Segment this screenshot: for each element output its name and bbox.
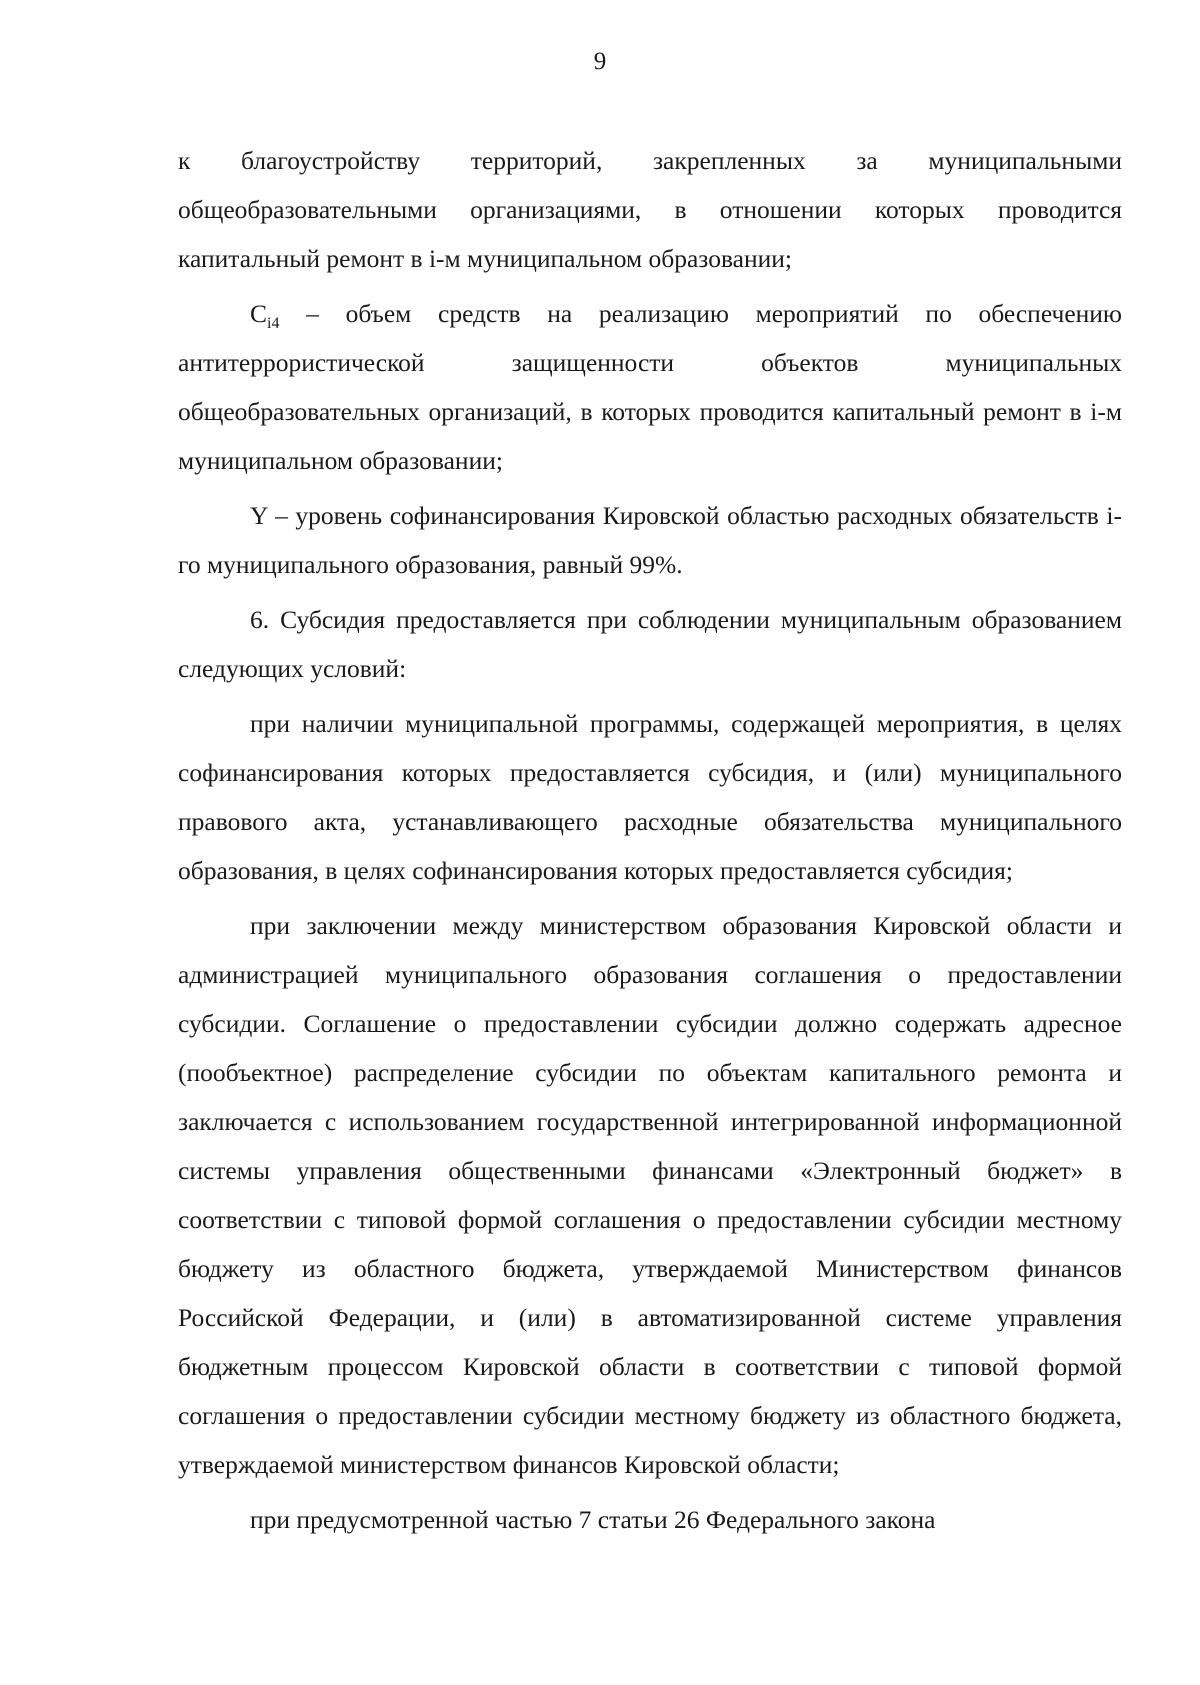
paragraph-ci4-definition [178,289,1122,485]
paragraph-condition-agreement: при заключении между министерством образования Кировской области и администрацией муниципального образования соглашения о предоставлении субсидии. Соглашение о предоставлении субсидии должно содержать адресное (пообъектное) распределение субсидии по объектам капитального ремонта и заключается с использованием государственной интегрированной информационной системы управления общественными финансами «Электронный бюджет» в соответствии с типовой формой соглашения о предоставлении субсидии местному бюджету из областного бюджета, утверждаемой Министерством финансов Российской Федерации, и (или) в автоматизированной системе управления бюджетным процессом Кировской области в соответствии с типовой формой соглашения о предоставлении субсидии местному бюджету из областного бюджета, утверждаемой министерством финансов Кировской области; [178,911,1122,1479]
paragraph-condition-program: при наличии муниципальной программы, содержащей мероприятия, в целях софинансирования которых предоставляется субсидия, и (или) муниципального правового акта, устанавливающего расходные обязательства муниципального образования, в целях софинансирования которых предоставляется субсидия; [178,709,1122,885]
paragraph-clause-6: 6. Субсидия предоставляется при соблюдении муниципальным образованием следующих условий: [178,605,1122,683]
page-number: 9 [593,48,607,75]
paragraph-condition-federal-law: при предусмотренной частью 7 статьи 26 Федерального закона [250,1505,936,1534]
variable-subscript: i4 [267,315,280,333]
paragraph-continuation: к благоустройству территорий, закрепленных за муниципальными общеобразовательными организациями, в отношении которых проводится капитальный ремонт в i-м муниципальном образовании; [178,146,1122,273]
paragraph-y-definition: Y – уровень софинансирования Кировской областью расходных обязательств i-го муниципального образования, равный 99%. [178,501,1122,579]
definition-text: – объем средств на реализацию мероприятий по обеспечению антитеррористической защищенности объектов муниципальных общеобразовательных организаций, в которых проводится капитальный ремонт в i-м муниципальном образовании; [178,299,1122,475]
document-body [178,136,1122,1544]
variable-symbol: C [250,299,268,328]
